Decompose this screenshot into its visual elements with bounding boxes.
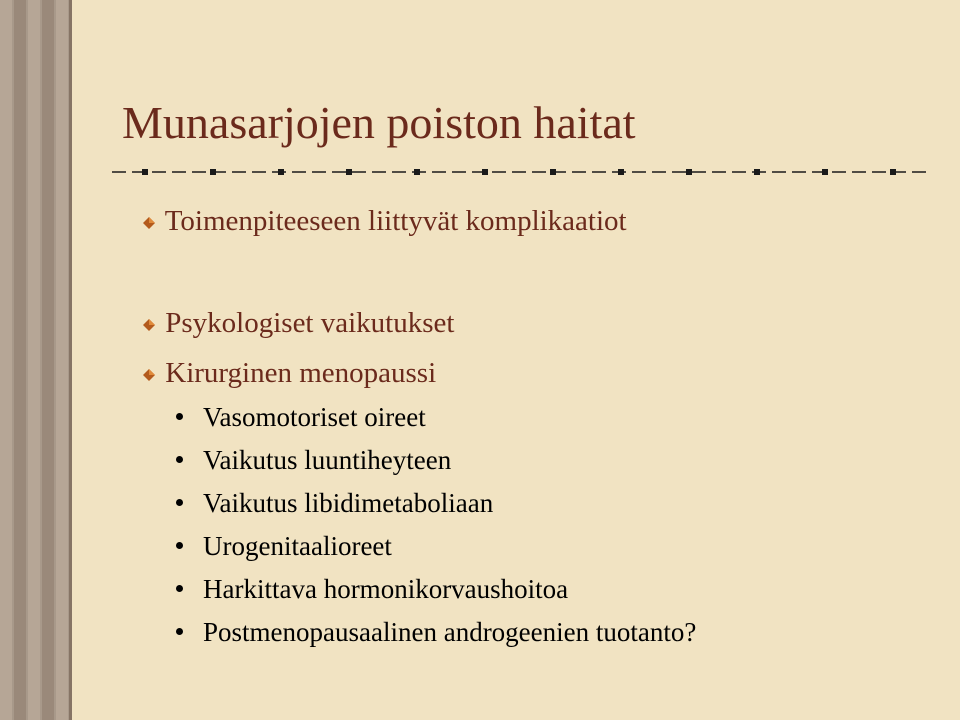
bullet-item — [140, 206, 627, 238]
sub-bullet-text: Vasomotoriset oireet — [203, 402, 426, 432]
dot-bullet-icon — [176, 456, 183, 463]
decorative-divider — [112, 166, 930, 178]
bullet-item — [140, 358, 436, 390]
sub-bullet-item — [176, 446, 451, 476]
bullet-text: Kirurginen menopaussi — [165, 357, 437, 389]
bullet-text: Toimenpiteeseen liittyvät komplikaatiot — [164, 205, 627, 237]
sub-bullet-item — [176, 618, 696, 648]
sub-bullet-text: Urogenitaalioreet — [203, 531, 392, 561]
diamond-bullet-icon — [140, 368, 158, 382]
diamond-bullet-icon — [140, 216, 158, 230]
sub-bullet-text: Vaikutus luuntiheyteen — [203, 445, 452, 475]
dot-bullet-icon — [176, 413, 183, 420]
diamond-bullet-icon — [140, 318, 158, 332]
dot-bullet-icon — [176, 585, 183, 592]
sub-bullet-text: Harkittava hormonikorvaushoitoa — [203, 574, 569, 604]
dot-bullet-icon — [176, 628, 183, 635]
slide-title: Munasarjojen poiston haitat — [122, 97, 636, 148]
dot-bullet-icon — [176, 499, 183, 506]
bullet-text: Psykologiset vaikutukset — [165, 307, 455, 339]
sub-bullet-text: Postmenopausaalinen androgeenien tuotanto? — [203, 617, 697, 647]
dot-bullet-icon — [176, 542, 183, 549]
sub-bullet-item — [176, 532, 392, 562]
sub-bullet-item — [176, 403, 426, 433]
sub-bullet-item — [176, 489, 493, 519]
bullet-item — [140, 308, 454, 340]
sub-bullet-item — [176, 575, 568, 605]
sub-bullet-text: Vaikutus libidimetaboliaan — [203, 488, 494, 518]
decorative-side-band — [0, 0, 72, 720]
